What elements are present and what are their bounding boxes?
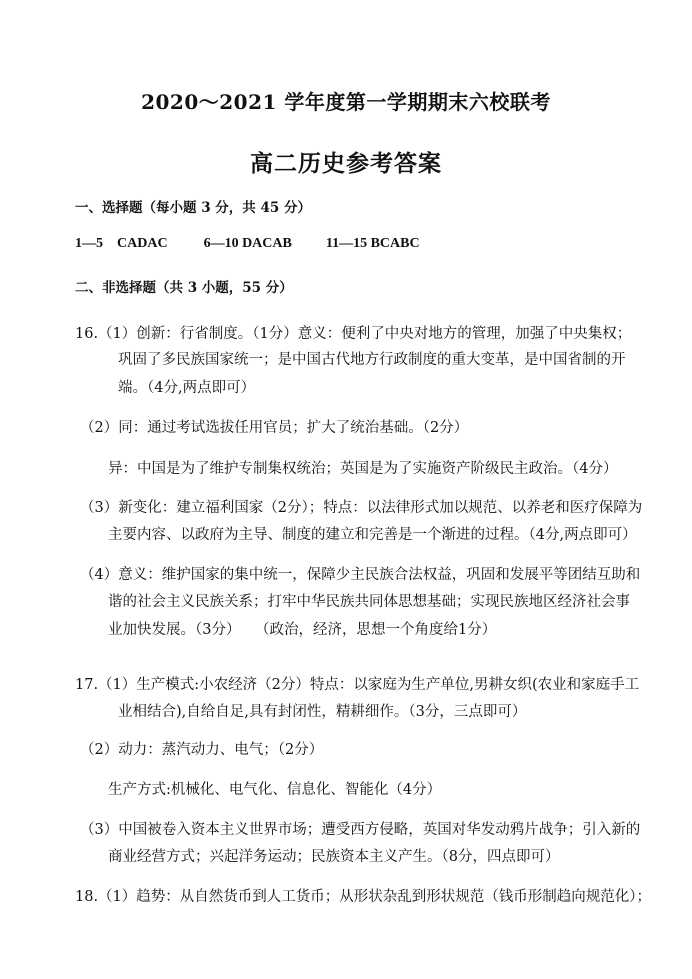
answer-line: （2）同：通过考试选拔任用官员；扩大了统治基础。（2分） [80,420,469,436]
answer-line: 业加快发展。（3分） （政治，经济，思想一个角度给1分） [108,622,497,638]
answer-line: 业相结合),自给自足,具有封闭性，精耕细作。（3分，三点即可） [118,704,527,720]
answer-group-3: 11—15 BCABC [325,236,420,251]
answer-line: （3）中国被卷入资本主义世界市场；遭受西方侵略，英国对华发动鸦片战争；引入新的 [80,822,641,838]
document-subtitle: 高二历史参考答案 [250,150,442,177]
answer-line: （4）意义：维护国家的集中统一，保障少主民族合法权益，巩固和发展平等团结互助和 [80,567,641,583]
multiple-choice-answers [75,232,420,252]
section-heading-non-choice: 二、非选择题（共 3 小题，55 分） [75,280,293,296]
answer-line: 主要内容、以政府为主导、制度的建立和完善是一个渐进的过程。（4分,两点即可） [108,527,637,543]
document-title: 2020～2021 学年度第一学期期末六校联考 [141,90,551,114]
answer-line: 18.（1）趋势：从自然货币到人工货币；从形状杂乱到形状规范（钱币形制趋向规范化）； [75,889,652,905]
section-heading-multiple-choice: 一、选择题（每小题 3 分，共 45 分） [75,200,311,216]
answer-line: 16.（1）创新：行省制度。（1分）意义：便利了中央对地方的管理，加强了中央集权； [75,326,632,342]
answer-group-1: 1—5 CADAC [75,236,168,251]
answer-line: （2）动力：蒸汽动力、电气；（2分） [80,742,324,758]
answer-line: 巩固了多民族国家统一；是中国古代地方行政制度的重大变革，是中国省制的开 [118,352,626,368]
answer-line: 17.（1）生产模式:小农经济（2分）特点：以家庭为生产单位,男耕女织(农业和家庭手工 [75,677,640,693]
answer-group-2: 6—10 DACAB [203,236,292,251]
answer-line: 谐的社会主义民族关系；打牢中华民族共同体思想基础；实现民族地区经济社会事 [108,594,630,610]
answer-line: 端。（4分,两点即可） [118,380,256,396]
answer-line: 异：中国是为了维护专制集权统治；英国是为了实施资产阶级民主政治。（4分） [108,461,618,477]
answer-line: 商业经营方式；兴起洋务运动；民族资本主义产生。（8分，四点即可） [108,849,560,865]
answer-line: （3）新变化：建立福利国家（2分）；特点：以法律形式加以规范、以养老和医疗保障为 [80,500,643,516]
answer-line: 生产方式:机械化、电气化、信息化、智能化（4分） [108,782,442,798]
